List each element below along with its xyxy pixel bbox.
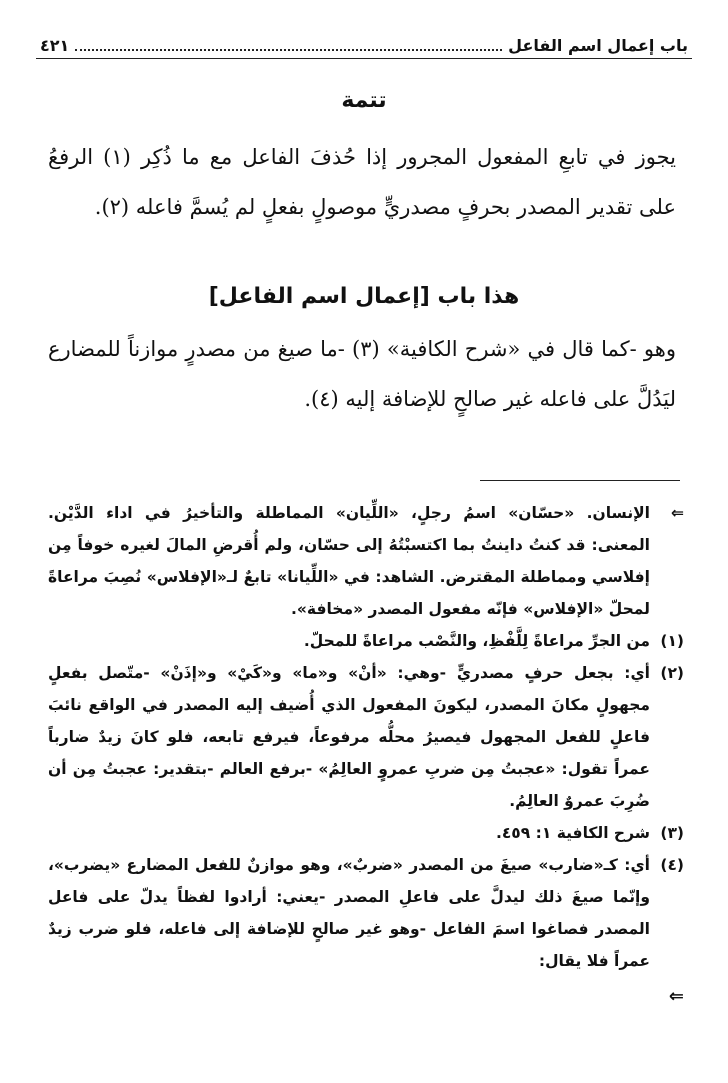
footnote-separator (480, 480, 680, 481)
footnote-4 (48, 849, 684, 977)
tatimma-paragraph: يجوز في تابعِ المفعول المجرور إذا حُذفَ الفاعل مع ما ذُكِر (١) الرفعُ على تقدير المصدر بحرفٍ مصدريٍّ موصولٍ بفعلٍ لم يُسمَّ فاعله (٢). (48, 145, 676, 219)
continues-next-page-icon: ⇐ (668, 986, 684, 1007)
dot-leader (75, 49, 502, 51)
footnotes (48, 497, 684, 1013)
footnote-mark: (١) (660, 632, 684, 650)
header-rule (36, 58, 692, 59)
footnote-2 (48, 657, 684, 817)
footnote-continued (48, 497, 684, 625)
footnote-mark: (٣) (660, 824, 684, 842)
footnote-mark: (٤) (660, 856, 684, 874)
page-number: ٤٢١ (40, 35, 70, 55)
chapter-paragraph: وهو -كما قال في «شرح الكافية» (٣) -ما صيغ من مصدرٍ موازناً للمضارع ليَدُلَّ على فاعله غير صالحٍ للإضافة إليه (٤). (48, 337, 676, 411)
footnote-1 (48, 625, 684, 657)
chapter-heading: هذا باب [إعمال اسم الفاعل] (208, 284, 520, 309)
footnote-text: من الجرِّ مراعاةً لِلَّفْظِ، والنَّصْب مراعاةً للمحلّ. (303, 632, 650, 650)
section-title-tatimma: تتمة (341, 88, 387, 113)
footnote-continued-text: الإنسان. «حسّان» اسمُ رجلٍ، «اللِّيان» المماطلة والتأخيرُ في اداء الدَّيْن. المعنى: قد كنتُ داينتُ بما اكتسبْتُهُ إلى حسّان، ولم أُقرضِ المالَ لغيره خوفاً مِن إفلاسي ومماطلة المقترض. الشاهد: في «اللِّيانا» تابعٌ لـ«الإفلاس» نُصِبَ مراعاةً لمحلّ «الإفلاس» فإنّه مفعول المصدر «مخافة». (48, 504, 650, 618)
footnote-text: أي: بجعل حرفٍ مصدريٍّ -وهي: «أنْ» و«ما» و«كَيْ» و«إذَنْ» -متّصل بفعلٍ مجهولٍ مكانَ المصدر، ليكونَ المفعول الذي أُضيف إليه المصدر في الواقع نائبَ فاعلٍ للفعل المجهول فيصيرُ محلُّه مرفوعاً، فيرفع تابعه، فلو كانَ زيدٌ ضارباً عمراً تقول: «عجبتُ مِن ضربِ عمروٍ العالِمُ» -برفع العالم -بتقدير: عجبتُ مِن أن ضُرِبَ عمروٌ العالِمُ. (48, 664, 650, 810)
footnote-3 (48, 817, 684, 849)
footnote-text: أي: كـ«ضارب» صيغَ من المصدر «ضربٌ»، وهو موازنٌ للفعل المضارع «يضرب»، وإنّما صيغَ ذلك ليدلَّ على فاعلِ المصدر -يعني: أرادوا لفظاً يدلّ على فاعل المصدر فصاغوا اسمَ الفاعل -وهو غير صالحٍ للإضافة إلى فاعله، فلو ضرب زيدٌ عمراً فلا يقال: (48, 856, 650, 970)
footnote-text: شرح الكافية ١: ٤٥٩. (495, 824, 650, 842)
running-header (40, 30, 688, 60)
continued-from-previous-icon: ⇐ (671, 504, 684, 522)
footnote-mark: (٢) (660, 664, 684, 682)
chapter-title: باب إعمال اسم الفاعل (508, 35, 688, 55)
